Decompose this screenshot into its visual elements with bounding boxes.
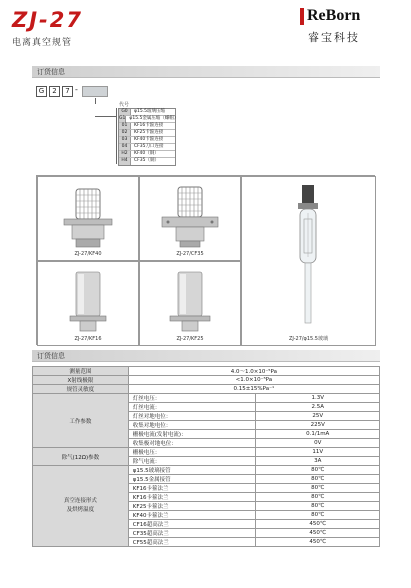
code-dash: - xyxy=(75,85,78,94)
option-row xyxy=(119,137,175,144)
param-name: CF16超高法兰 xyxy=(128,520,256,529)
gauge-kf16-image xyxy=(38,262,138,337)
code-char-3: 7 xyxy=(62,86,73,97)
param-value: 11V xyxy=(256,448,380,457)
table-row xyxy=(33,466,380,475)
option-code: G0 xyxy=(119,109,131,115)
param-value: 450℃ xyxy=(256,538,380,547)
connector-line xyxy=(116,108,117,164)
code-char-1: G xyxy=(36,86,47,97)
param-name: φ15.5玻璃接管 xyxy=(128,466,256,475)
param-name: 收集极对地电位： xyxy=(128,439,256,448)
order-section-title: 订货信息 xyxy=(37,68,65,76)
option-code: H2 xyxy=(119,151,131,157)
product-label: ZJ-27/CF35 xyxy=(176,251,204,257)
spec-table xyxy=(32,366,380,547)
product-image-grid xyxy=(36,175,375,345)
spec-label: 规管灵敏度 xyxy=(33,385,129,394)
param-value: 225V xyxy=(256,421,380,430)
gauge-kf40-image xyxy=(38,177,138,252)
option-code: 02 xyxy=(119,130,131,136)
gauge-cf35-image xyxy=(140,177,240,252)
spec-section-header xyxy=(32,350,380,362)
spec-value: 4.0～1.0×10⁻⁵Pa xyxy=(128,367,379,376)
table-row xyxy=(33,376,380,385)
option-row xyxy=(119,151,175,158)
param-value: 25V xyxy=(256,412,380,421)
option-code: H4 xyxy=(119,158,131,165)
param-value: 80℃ xyxy=(256,475,380,484)
spec-label: 工作参数 xyxy=(33,394,129,448)
code-option-slot xyxy=(82,86,108,97)
param-value: 0V xyxy=(256,439,380,448)
option-desc: KF16卡箍连接 xyxy=(134,123,164,128)
option-row xyxy=(119,130,175,137)
brand-logo xyxy=(300,7,404,49)
option-desc: CF35（铜） xyxy=(134,158,159,163)
param-value: 80℃ xyxy=(256,466,380,475)
param-value: 2.5A xyxy=(256,403,380,412)
option-desc: φ15.5金属压缩（螺帽） xyxy=(129,116,179,121)
brand-mark-icon xyxy=(300,8,304,25)
param-name: 灯丝对地电位： xyxy=(128,412,256,421)
param-value: 80℃ xyxy=(256,484,380,493)
param-name: CF55超高法兰 xyxy=(128,538,256,547)
param-name: KF16卡箍法兰 xyxy=(128,493,256,502)
code-char-2: 2 xyxy=(49,86,60,97)
gauge-kf25-image xyxy=(140,262,240,337)
page-header xyxy=(0,0,411,54)
param-value: 80℃ xyxy=(256,502,380,511)
option-row xyxy=(119,116,179,123)
param-value: 450℃ xyxy=(256,520,380,529)
param-value: 80℃ xyxy=(256,493,380,502)
param-name: 栅极电压： xyxy=(128,448,256,457)
order-section-header xyxy=(32,66,380,78)
product-cell-cf35 xyxy=(139,176,241,261)
option-list xyxy=(118,108,179,166)
option-desc: KF40（铜） xyxy=(134,151,159,156)
product-label: ZJ-27/KF25 xyxy=(176,336,204,342)
option-row xyxy=(119,123,175,130)
option-code: 03 xyxy=(119,137,131,143)
option-row xyxy=(119,158,175,165)
param-name: CF35超高法兰 xyxy=(128,529,256,538)
brand-chinese-name: 睿宝科技 xyxy=(308,31,360,44)
option-code: 04 xyxy=(119,144,131,150)
option-row xyxy=(119,109,175,116)
param-name: φ15.5金属接管 xyxy=(128,475,256,484)
option-desc: φ15.5玻璃压缩 xyxy=(134,109,165,114)
product-subtitle: 电离真空规管 xyxy=(12,38,73,48)
option-desc: CF35刀口连接 xyxy=(134,144,164,149)
param-value: 450℃ xyxy=(256,529,380,538)
spec-value: 0.15±15%Pa⁻¹ xyxy=(128,385,379,394)
product-cell-kf25 xyxy=(139,261,241,346)
param-name: KF16卡箍法兰 xyxy=(128,484,256,493)
product-cell-glass xyxy=(241,176,376,346)
model-title: ZJ-27 xyxy=(12,8,83,32)
table-row xyxy=(33,385,380,394)
brand-name: ReBorn xyxy=(307,7,361,24)
options-header: 代号 xyxy=(119,102,130,108)
param-name: 收集对地电位： xyxy=(128,421,256,430)
spec-value: <1.0×10⁻⁵Pa xyxy=(128,376,379,385)
product-label: ZJ-27/φ15.5玻璃 xyxy=(288,336,328,342)
spec-label: 真空连接形式 及烘烤温度 xyxy=(33,466,129,547)
param-value: 80℃ xyxy=(256,511,380,520)
param-value: 1.3V xyxy=(256,394,380,403)
table-row xyxy=(33,448,380,457)
option-code: 01 xyxy=(119,123,131,129)
param-value: 3A xyxy=(256,457,380,466)
param-name: 栅极电流(发射电流)： xyxy=(128,430,256,439)
param-name: KF40卡箍法兰 xyxy=(128,511,256,520)
spec-label: 除气(12Ω)参数 xyxy=(33,448,129,466)
spec-section-title: 订货信息 xyxy=(37,352,65,360)
product-label: ZJ-27/KF40 xyxy=(74,251,102,257)
product-label: ZJ-27/KF16 xyxy=(74,336,102,342)
product-cell-kf40 xyxy=(37,176,139,261)
option-code: G1 xyxy=(119,116,126,121)
product-cell-kf16 xyxy=(37,261,139,346)
param-value: 0.1/1mA xyxy=(256,430,380,439)
option-desc: KF40卡箍连接 xyxy=(134,137,164,142)
spec-label: 测量范围 xyxy=(33,367,129,376)
connector-line xyxy=(95,116,117,117)
table-row xyxy=(33,394,380,403)
param-name: KF25卡箍法兰 xyxy=(128,502,256,511)
spec-label: X射线极限 xyxy=(33,376,129,385)
connector-line xyxy=(95,98,96,104)
param-name: 除气电流： xyxy=(128,457,256,466)
param-name: 灯丝电流： xyxy=(128,403,256,412)
option-desc: KF25卡箍连接 xyxy=(134,130,164,135)
param-name: 灯丝电压： xyxy=(128,394,256,403)
option-row xyxy=(119,144,175,151)
gauge-glass-image xyxy=(242,177,375,337)
table-row xyxy=(33,367,380,376)
